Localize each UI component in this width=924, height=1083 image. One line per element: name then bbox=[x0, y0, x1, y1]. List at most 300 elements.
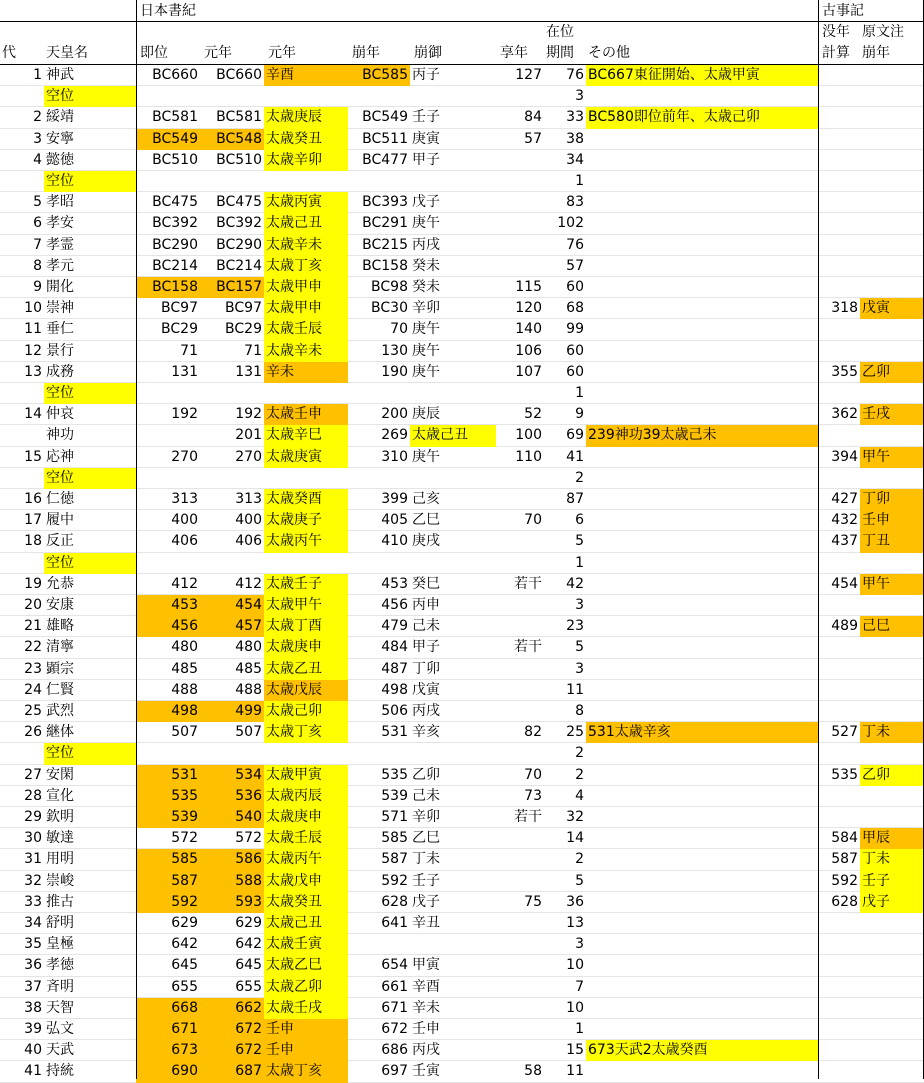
cell-sokui[interactable]: 453 bbox=[136, 595, 200, 616]
cell-name[interactable]: 用明 bbox=[46, 851, 74, 868]
cell-dai[interactable]: 11 bbox=[24, 321, 42, 338]
cell-kyonen[interactable]: 110 bbox=[515, 448, 542, 465]
cell-gannen2[interactable]: 太歳乙卯 bbox=[264, 977, 348, 998]
cell-sokui[interactable]: 485 bbox=[171, 660, 198, 677]
cell-other[interactable] bbox=[586, 849, 818, 870]
cell-gen[interactable]: 戊子 bbox=[860, 892, 923, 913]
cell-zaii[interactable]: 14 bbox=[566, 830, 584, 847]
cell-botsu[interactable] bbox=[818, 1061, 860, 1082]
cell-botsu[interactable] bbox=[818, 86, 860, 107]
cell-name[interactable]: 允恭 bbox=[46, 575, 74, 592]
cell-dai[interactable] bbox=[0, 383, 44, 404]
cell-sokui[interactable]: 645 bbox=[171, 957, 198, 974]
cell-hougyo[interactable]: 庚戌 bbox=[412, 533, 440, 550]
cell-sokui[interactable]: 313 bbox=[171, 491, 198, 507]
cell-zaii[interactable]: 99 bbox=[566, 321, 584, 338]
cell-kyonen[interactable] bbox=[496, 743, 544, 764]
cell-other[interactable]: BC580即位前年、太歳己卯 bbox=[586, 107, 818, 128]
cell-name[interactable]: 仁賢 bbox=[46, 681, 74, 698]
cell-gannen[interactable]: 71 bbox=[244, 342, 262, 359]
cell-zaii[interactable]: 2 bbox=[575, 469, 584, 486]
cell-zaii[interactable]: 69 bbox=[566, 427, 584, 444]
cell-hougyo[interactable]: 辛丑 bbox=[412, 915, 440, 931]
cell-sokui[interactable]: BC475 bbox=[152, 194, 198, 211]
cell-name[interactable]: 孝昭 bbox=[46, 194, 74, 211]
cell-zaii[interactable]: 5 bbox=[575, 533, 584, 550]
cell-gannen[interactable]: BC29 bbox=[225, 321, 262, 338]
cell-hougyo[interactable] bbox=[410, 383, 496, 404]
cell-botsu[interactable]: 427 bbox=[831, 491, 858, 507]
cell-gannen[interactable]: 662 bbox=[200, 998, 264, 1019]
cell-botsu[interactable] bbox=[818, 171, 860, 192]
cell-hougyo[interactable]: 壬子 bbox=[412, 109, 440, 126]
cell-botsu[interactable] bbox=[818, 65, 860, 86]
cell-gannen2[interactable]: 太歳癸酉 bbox=[264, 489, 348, 510]
cell-gannen2[interactable]: 太歳己卯 bbox=[264, 701, 348, 722]
cell-gen[interactable] bbox=[860, 743, 923, 764]
cell-dai[interactable] bbox=[0, 425, 44, 446]
cell-sokui[interactable]: BC660 bbox=[152, 67, 198, 83]
cell-dai[interactable]: 36 bbox=[24, 957, 42, 974]
cell-kyonen[interactable]: 若干 bbox=[514, 639, 542, 656]
cell-dai[interactable] bbox=[0, 171, 44, 192]
cell-other[interactable] bbox=[586, 955, 818, 976]
cell-sokui[interactable]: BC290 bbox=[152, 236, 198, 253]
cell-hougyo[interactable]: 辛卯 bbox=[412, 300, 440, 317]
cell-gen[interactable] bbox=[860, 1019, 923, 1040]
cell-hounen[interactable]: 686 bbox=[381, 1042, 408, 1059]
cell-zaii[interactable]: 42 bbox=[566, 575, 584, 592]
cell-other[interactable] bbox=[586, 362, 818, 383]
cell-sokui[interactable]: BC549 bbox=[136, 129, 200, 150]
cell-sokui[interactable] bbox=[136, 743, 200, 764]
cell-botsu[interactable] bbox=[818, 786, 860, 807]
cell-name[interactable]: 仁徳 bbox=[46, 491, 74, 507]
cell-hougyo[interactable]: 癸未 bbox=[412, 279, 440, 295]
cell-sokui[interactable]: 535 bbox=[136, 786, 200, 807]
cell-gannen[interactable]: 540 bbox=[200, 807, 264, 828]
cell-other[interactable] bbox=[586, 150, 818, 171]
cell-other[interactable] bbox=[586, 341, 818, 362]
cell-gannen2[interactable]: 壬申 bbox=[264, 1019, 348, 1040]
cell-gen[interactable]: 甲午 bbox=[860, 447, 923, 468]
cell-zaii[interactable]: 41 bbox=[566, 448, 584, 465]
cell-sokui[interactable]: BC29 bbox=[161, 321, 198, 338]
cell-gannen2[interactable]: 太歳戊申 bbox=[264, 871, 348, 892]
cell-gannen[interactable]: BC214 bbox=[216, 257, 262, 274]
cell-dai[interactable]: 10 bbox=[24, 300, 42, 317]
cell-gannen2[interactable]: 辛未 bbox=[264, 362, 348, 383]
cell-botsu[interactable]: 318 bbox=[831, 300, 858, 317]
cell-gannen2[interactable]: 太歳壬子 bbox=[264, 574, 348, 595]
cell-botsu[interactable]: 587 bbox=[831, 851, 858, 868]
cell-hounen[interactable]: 70 bbox=[390, 321, 408, 338]
cell-dai[interactable]: 21 bbox=[24, 618, 42, 635]
cell-other[interactable] bbox=[586, 913, 818, 934]
cell-other[interactable] bbox=[586, 871, 818, 892]
cell-other[interactable] bbox=[586, 319, 818, 340]
cell-dai[interactable]: 20 bbox=[24, 597, 42, 613]
cell-gen[interactable] bbox=[860, 277, 923, 298]
cell-sokui[interactable] bbox=[136, 425, 200, 446]
cell-name[interactable]: 空位 bbox=[44, 171, 136, 192]
cell-hounen[interactable]: 585 bbox=[381, 830, 408, 847]
cell-kyonen[interactable]: 70 bbox=[524, 766, 542, 783]
cell-gannen[interactable]: 687 bbox=[200, 1061, 264, 1082]
cell-hougyo[interactable]: 甲寅 bbox=[412, 957, 440, 974]
cell-zaii[interactable]: 5 bbox=[575, 639, 584, 656]
cell-kyonen[interactable]: 127 bbox=[515, 67, 542, 83]
cell-gannen[interactable]: BC581 bbox=[216, 109, 262, 126]
cell-zaii[interactable]: 23 bbox=[566, 618, 584, 635]
cell-kyonen[interactable] bbox=[496, 553, 544, 574]
cell-hounen[interactable]: 672 bbox=[381, 1021, 408, 1037]
cell-hounen[interactable]: 269 bbox=[381, 427, 408, 444]
cell-gannen2[interactable]: 太歳辛未 bbox=[264, 341, 348, 362]
cell-sokui[interactable]: BC510 bbox=[152, 151, 198, 168]
cell-gannen2[interactable] bbox=[264, 383, 348, 404]
cell-gannen2[interactable]: 太歳壬申 bbox=[264, 404, 348, 425]
cell-other[interactable] bbox=[586, 765, 818, 786]
cell-name[interactable]: 武烈 bbox=[46, 703, 74, 719]
cell-gen[interactable] bbox=[860, 680, 923, 701]
cell-kyonen[interactable] bbox=[496, 256, 544, 277]
cell-sokui[interactable]: 531 bbox=[136, 765, 200, 786]
cell-hougyo[interactable]: 庚午 bbox=[412, 321, 440, 338]
cell-sokui[interactable]: 456 bbox=[136, 616, 200, 637]
cell-dai[interactable]: 25 bbox=[24, 703, 42, 719]
cell-zaii[interactable]: 60 bbox=[566, 342, 584, 359]
cell-dai[interactable]: 35 bbox=[24, 936, 42, 953]
cell-botsu[interactable] bbox=[818, 934, 860, 955]
cell-botsu[interactable]: 592 bbox=[831, 872, 858, 889]
cell-botsu[interactable]: 362 bbox=[831, 406, 858, 423]
cell-gannen2[interactable]: 太歳丁亥 bbox=[264, 1061, 348, 1082]
cell-hougyo[interactable]: 壬子 bbox=[412, 872, 440, 889]
cell-gen[interactable] bbox=[860, 637, 923, 658]
cell-sokui[interactable]: 585 bbox=[136, 849, 200, 870]
cell-other[interactable] bbox=[586, 595, 818, 616]
cell-other[interactable] bbox=[586, 637, 818, 658]
cell-dai[interactable]: 31 bbox=[24, 851, 42, 868]
cell-dai[interactable] bbox=[0, 86, 44, 107]
cell-gannen2[interactable]: 太歳甲申 bbox=[264, 277, 348, 298]
cell-hounen[interactable]: BC291 bbox=[362, 215, 408, 232]
cell-gannen2[interactable]: 太歳辛卯 bbox=[264, 150, 348, 171]
cell-hougyo[interactable]: 戊子 bbox=[412, 893, 440, 910]
cell-hounen[interactable] bbox=[348, 383, 410, 404]
cell-name[interactable]: 空位 bbox=[44, 743, 136, 764]
cell-hounen[interactable]: 456 bbox=[381, 597, 408, 613]
cell-kyonen[interactable] bbox=[496, 1019, 544, 1040]
cell-kyonen[interactable] bbox=[496, 86, 544, 107]
cell-name[interactable]: 孝霊 bbox=[46, 236, 74, 253]
cell-dai[interactable]: 28 bbox=[24, 787, 42, 804]
cell-gannen[interactable]: BC290 bbox=[216, 236, 262, 253]
cell-gen[interactable] bbox=[860, 107, 923, 128]
cell-zaii[interactable]: 57 bbox=[566, 257, 584, 274]
cell-kyonen[interactable] bbox=[496, 171, 544, 192]
cell-gen[interactable] bbox=[860, 129, 923, 150]
cell-hougyo[interactable] bbox=[410, 171, 496, 192]
cell-sokui[interactable]: BC214 bbox=[152, 257, 198, 274]
cell-hounen[interactable] bbox=[348, 468, 410, 489]
cell-botsu[interactable] bbox=[818, 955, 860, 976]
cell-dai[interactable]: 40 bbox=[24, 1042, 42, 1059]
cell-gannen[interactable]: BC548 bbox=[200, 129, 264, 150]
cell-kyonen[interactable]: 120 bbox=[515, 300, 542, 317]
cell-gannen2[interactable]: 太歳丁亥 bbox=[264, 722, 348, 743]
cell-hougyo[interactable]: 乙卯 bbox=[412, 766, 440, 783]
cell-zaii[interactable]: 15 bbox=[566, 1042, 584, 1059]
cell-name[interactable]: 神功 bbox=[46, 427, 74, 444]
cell-hounen[interactable]: 531 bbox=[381, 724, 408, 741]
cell-dai[interactable]: 18 bbox=[24, 533, 42, 550]
cell-kyonen[interactable] bbox=[496, 383, 544, 404]
cell-hougyo[interactable]: 戊子 bbox=[412, 194, 440, 211]
cell-gannen[interactable]: 457 bbox=[200, 616, 264, 637]
cell-hounen[interactable]: 539 bbox=[381, 787, 408, 804]
cell-hounen[interactable]: 592 bbox=[381, 872, 408, 889]
cell-kyonen[interactable]: 70 bbox=[524, 512, 542, 529]
cell-dai[interactable]: 24 bbox=[24, 681, 42, 698]
cell-hounen[interactable] bbox=[348, 553, 410, 574]
cell-zaii[interactable]: 10 bbox=[566, 957, 584, 974]
cell-kyonen[interactable]: 115 bbox=[515, 279, 542, 295]
cell-kyonen[interactable] bbox=[496, 828, 544, 849]
cell-gannen2[interactable]: 太歳丙午 bbox=[264, 531, 348, 552]
cell-gannen[interactable] bbox=[200, 383, 264, 404]
cell-other[interactable] bbox=[586, 277, 818, 298]
cell-hougyo[interactable] bbox=[410, 743, 496, 764]
cell-gen[interactable]: 戊寅 bbox=[860, 298, 923, 319]
cell-gannen2[interactable]: 太歳壬辰 bbox=[264, 319, 348, 340]
cell-dai[interactable]: 7 bbox=[33, 236, 42, 253]
cell-hougyo[interactable]: 丙申 bbox=[412, 597, 440, 613]
cell-kyonen[interactable]: 140 bbox=[515, 321, 542, 338]
cell-gen[interactable]: 甲午 bbox=[860, 574, 923, 595]
cell-kyonen[interactable]: 100 bbox=[515, 427, 542, 444]
cell-name[interactable]: 清寧 bbox=[46, 639, 74, 656]
cell-other[interactable] bbox=[586, 934, 818, 955]
cell-gannen2[interactable]: 太歳己丑 bbox=[264, 913, 348, 934]
cell-name[interactable]: 孝徳 bbox=[46, 957, 74, 974]
cell-dai[interactable]: 39 bbox=[24, 1021, 42, 1037]
cell-gannen2[interactable]: 太歳癸丑 bbox=[264, 129, 348, 150]
cell-hougyo[interactable]: 庚寅 bbox=[412, 130, 440, 147]
cell-other[interactable] bbox=[586, 256, 818, 277]
cell-hounen[interactable]: 200 bbox=[381, 406, 408, 423]
cell-dai[interactable]: 32 bbox=[24, 872, 42, 889]
cell-kyonen[interactable] bbox=[496, 913, 544, 934]
cell-botsu[interactable] bbox=[818, 425, 860, 446]
cell-gen[interactable] bbox=[860, 934, 923, 955]
cell-hougyo[interactable]: 壬申 bbox=[412, 1021, 440, 1037]
cell-name[interactable]: 景行 bbox=[46, 342, 74, 359]
cell-botsu[interactable]: 394 bbox=[831, 448, 858, 465]
cell-hougyo[interactable]: 丙戌 bbox=[412, 236, 440, 253]
cell-other[interactable] bbox=[586, 531, 818, 552]
cell-hougyo[interactable]: 己未 bbox=[412, 618, 440, 635]
cell-gen[interactable]: 壬申 bbox=[860, 510, 923, 531]
cell-gen[interactable] bbox=[860, 595, 923, 616]
cell-zaii[interactable]: 9 bbox=[575, 406, 584, 423]
cell-botsu[interactable]: 432 bbox=[831, 512, 858, 529]
cell-other[interactable] bbox=[586, 510, 818, 531]
cell-botsu[interactable] bbox=[818, 1019, 860, 1040]
cell-botsu[interactable]: 535 bbox=[831, 766, 858, 783]
cell-name[interactable]: 安康 bbox=[46, 597, 74, 613]
cell-gen[interactable] bbox=[860, 955, 923, 976]
cell-botsu[interactable]: 454 bbox=[831, 575, 858, 592]
cell-botsu[interactable]: 489 bbox=[831, 618, 858, 635]
cell-hougyo[interactable]: 庚午 bbox=[412, 215, 440, 232]
cell-gen[interactable]: 乙卯 bbox=[860, 765, 923, 786]
cell-kyonen[interactable] bbox=[496, 235, 544, 256]
cell-kyonen[interactable] bbox=[496, 849, 544, 870]
cell-gannen[interactable]: 499 bbox=[200, 701, 264, 722]
cell-gannen2[interactable]: 太歳庚寅 bbox=[264, 447, 348, 468]
cell-zaii[interactable]: 1 bbox=[575, 1021, 584, 1037]
cell-botsu[interactable]: 527 bbox=[831, 724, 858, 741]
cell-other[interactable] bbox=[586, 998, 818, 1019]
cell-botsu[interactable] bbox=[818, 913, 860, 934]
cell-other[interactable] bbox=[586, 86, 818, 107]
cell-gen[interactable]: 丁丑 bbox=[860, 531, 923, 552]
cell-dai[interactable]: 41 bbox=[24, 1063, 42, 1080]
cell-zaii[interactable]: 3 bbox=[575, 88, 584, 105]
cell-gannen2[interactable] bbox=[264, 171, 348, 192]
cell-zaii[interactable]: 3 bbox=[575, 597, 584, 613]
cell-gen[interactable] bbox=[860, 213, 923, 234]
cell-sokui[interactable]: 587 bbox=[136, 871, 200, 892]
cell-sokui[interactable]: BC97 bbox=[161, 300, 198, 317]
cell-kyonen[interactable]: 73 bbox=[524, 787, 542, 804]
cell-dai[interactable]: 15 bbox=[24, 448, 42, 465]
cell-zaii[interactable]: 5 bbox=[575, 872, 584, 889]
cell-botsu[interactable]: 437 bbox=[831, 533, 858, 550]
cell-kyonen[interactable] bbox=[496, 977, 544, 998]
cell-name[interactable]: 顕宗 bbox=[46, 660, 74, 677]
cell-gannen2[interactable]: 太歳辛未 bbox=[264, 235, 348, 256]
cell-gannen2[interactable]: 太歳壬辰 bbox=[264, 828, 348, 849]
cell-gannen2[interactable]: 辛酉 bbox=[264, 65, 348, 86]
cell-sokui[interactable]: BC158 bbox=[136, 277, 200, 298]
cell-name[interactable]: 応神 bbox=[46, 448, 74, 465]
cell-gen[interactable] bbox=[860, 468, 923, 489]
cell-gen[interactable] bbox=[860, 171, 923, 192]
cell-hounen[interactable]: 506 bbox=[381, 703, 408, 719]
cell-dai[interactable]: 6 bbox=[33, 215, 42, 232]
cell-gen[interactable] bbox=[860, 1061, 923, 1082]
cell-name[interactable]: 推古 bbox=[46, 893, 74, 910]
cell-other[interactable] bbox=[586, 892, 818, 913]
cell-kyonen[interactable] bbox=[496, 934, 544, 955]
cell-sokui[interactable]: 642 bbox=[171, 936, 198, 953]
cell-gannen2[interactable]: 壬申 bbox=[264, 1040, 348, 1061]
cell-hounen[interactable]: 535 bbox=[381, 766, 408, 783]
cell-gen[interactable] bbox=[860, 383, 923, 404]
cell-name[interactable]: 孝元 bbox=[46, 257, 74, 274]
cell-gen[interactable] bbox=[860, 998, 923, 1019]
cell-zaii[interactable]: 2 bbox=[575, 745, 584, 762]
cell-botsu[interactable] bbox=[818, 807, 860, 828]
cell-kyonen[interactable]: 82 bbox=[524, 724, 542, 741]
cell-zaii[interactable]: 2 bbox=[575, 851, 584, 868]
cell-other[interactable] bbox=[586, 171, 818, 192]
cell-other[interactable] bbox=[586, 213, 818, 234]
cell-dai[interactable]: 14 bbox=[24, 406, 42, 423]
cell-gannen[interactable]: 201 bbox=[235, 427, 262, 444]
cell-name[interactable]: 空位 bbox=[44, 86, 136, 107]
cell-other[interactable] bbox=[586, 489, 818, 510]
cell-dai[interactable]: 30 bbox=[24, 830, 42, 847]
cell-zaii[interactable]: 8 bbox=[575, 703, 584, 719]
cell-name[interactable]: 空位 bbox=[44, 553, 136, 574]
cell-gannen2[interactable]: 太歳壬戌 bbox=[264, 998, 348, 1019]
cell-hougyo[interactable] bbox=[410, 86, 496, 107]
cell-dai[interactable]: 12 bbox=[24, 342, 42, 359]
cell-gannen[interactable]: 655 bbox=[235, 978, 262, 995]
cell-gannen[interactable]: 131 bbox=[235, 363, 262, 380]
cell-dai[interactable]: 38 bbox=[24, 999, 42, 1016]
cell-gannen[interactable] bbox=[200, 468, 264, 489]
cell-gen[interactable] bbox=[860, 192, 923, 213]
cell-name[interactable]: 成務 bbox=[46, 363, 74, 380]
cell-hougyo[interactable]: 戊寅 bbox=[412, 681, 440, 698]
cell-gen[interactable] bbox=[860, 319, 923, 340]
cell-gannen[interactable]: 454 bbox=[200, 595, 264, 616]
cell-gen[interactable] bbox=[860, 86, 923, 107]
cell-gannen[interactable]: 536 bbox=[200, 786, 264, 807]
cell-gannen2[interactable]: 太歳丙辰 bbox=[264, 786, 348, 807]
cell-hougyo[interactable]: 庚辰 bbox=[412, 406, 440, 423]
cell-hougyo[interactable]: 辛未 bbox=[412, 999, 440, 1016]
cell-hougyo[interactable]: 己亥 bbox=[412, 491, 440, 507]
cell-kyonen[interactable] bbox=[496, 659, 544, 680]
cell-sokui[interactable]: 668 bbox=[136, 998, 200, 1019]
cell-gannen[interactable]: 270 bbox=[235, 448, 262, 465]
cell-dai[interactable]: 8 bbox=[33, 257, 42, 274]
cell-name[interactable]: 垂仁 bbox=[46, 321, 74, 338]
cell-kyonen[interactable]: 57 bbox=[524, 130, 542, 147]
cell-name[interactable]: 天智 bbox=[46, 999, 74, 1016]
cell-sokui[interactable]: 592 bbox=[136, 892, 200, 913]
cell-other[interactable] bbox=[586, 1061, 818, 1082]
cell-sokui[interactable]: 406 bbox=[171, 533, 198, 550]
cell-other[interactable] bbox=[586, 743, 818, 764]
cell-sokui[interactable]: 673 bbox=[136, 1040, 200, 1061]
cell-hounen[interactable] bbox=[348, 171, 410, 192]
cell-hougyo[interactable]: 丙子 bbox=[412, 67, 440, 83]
cell-hounen[interactable] bbox=[348, 743, 410, 764]
cell-name[interactable]: 継体 bbox=[46, 724, 74, 741]
cell-other[interactable] bbox=[586, 659, 818, 680]
cell-sokui[interactable]: 400 bbox=[171, 512, 198, 529]
cell-dai[interactable]: 23 bbox=[24, 660, 42, 677]
cell-sokui[interactable]: 498 bbox=[136, 701, 200, 722]
cell-hougyo[interactable]: 甲子 bbox=[412, 151, 440, 168]
cell-gen[interactable] bbox=[860, 235, 923, 256]
cell-zaii[interactable]: 11 bbox=[566, 1063, 584, 1080]
cell-hougyo[interactable] bbox=[410, 934, 496, 955]
cell-gannen2[interactable]: 太歳丙寅 bbox=[264, 192, 348, 213]
cell-other[interactable] bbox=[586, 192, 818, 213]
cell-gen[interactable]: 甲辰 bbox=[860, 828, 923, 849]
cell-hounen[interactable] bbox=[348, 86, 410, 107]
cell-gen[interactable] bbox=[860, 341, 923, 362]
cell-kyonen[interactable]: 若干 bbox=[514, 809, 542, 825]
